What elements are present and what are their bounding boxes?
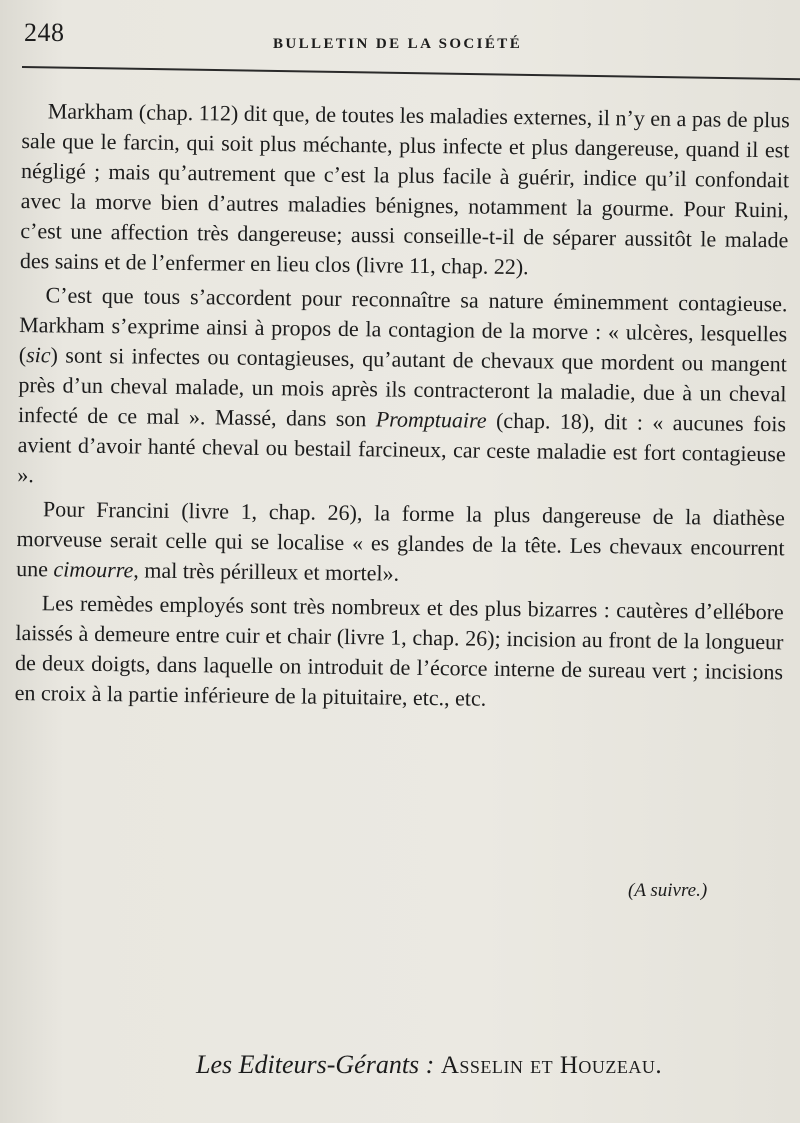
paragraph [17, 280, 788, 499]
paragraph-text: C’est que tous s’accordent pour reconnaître sa nature éminemment contagieuse. Markham s’exprime ainsi à propos de la contagion de la morve : « ulcères, lesquelles ( [18, 282, 788, 368]
publisher-line [196, 1050, 662, 1080]
italic-title: Promptuaire [375, 406, 487, 433]
paragraph-text: , mal très périlleux et mortel». [133, 557, 400, 586]
paragraph-text: Les remèdes employés sont très nombreux et des plus bizarres : cautères d’ellébore laissés à demeure entre cuir et chair (livre 1, chap. 26); incision au front de la longueur de deux doigts, dans laquelle on introduit de l’écorce interne de sureau vert ; incisions en croix à la partie inférieure de la pituitaire, etc., etc. [14, 590, 784, 711]
running-head: BULLETIN DE LA SOCIÉTÉ [273, 36, 523, 52]
italic-term: sic [26, 342, 51, 368]
header-rule [22, 66, 800, 80]
page-number: 248 [24, 18, 65, 47]
publisher-name: Asselin et Houzeau. [440, 1052, 663, 1079]
paragraph [15, 588, 784, 717]
publisher-label: Les Editeurs-Gérants : [196, 1050, 435, 1079]
paragraph-text: Pour Francini (livre 1, chap. 26), la forme la plus dangereuse de la diathèse morveuse serait celle qui se localise « es glandes de la tête. Les chevaux encourrent une [16, 496, 786, 582]
paragraph [16, 494, 785, 593]
paragraph [20, 96, 790, 285]
page-header [18, 14, 788, 58]
italic-term: cimourre [53, 556, 134, 583]
paragraph-text: Markham (chap. 112) dit que, de toutes les maladies externes, il n’y en a pas de plus sale que le farcin, qui soit plus méchante, plus infecte et plus dangereuse, quand il est négligé ; mais qu’autrement que c’est la plus facile à guérir, indice qu’il confondait avec la morve bien d’autres maladies bénignes, notamment la gourme. Pour Ruini, c’est une affection très dangereuse; aussi conseille-t-il de séparer aussitôt le malade des sains et de l’enfermer en lieu clos (livre 11, chap. 22). [19, 98, 790, 280]
to-be-continued: (A suivre.) [628, 880, 708, 901]
paragraph-text: (chap. 18), dit : « aucunes fois avient d’avoir hanté cheval ou bestail farcineux, car ceste maladie est fort contagieuse ». [17, 407, 787, 488]
body-text [14, 96, 789, 721]
paragraph-text: ) sont si infectes ou contagieuses, qu’autant de chevaux que mordent ou mangent près d’un cheval malade, un mois après ils contracteront la maladie, due à un cheval infecté de ce mal ». Massé, dans son [17, 342, 787, 432]
